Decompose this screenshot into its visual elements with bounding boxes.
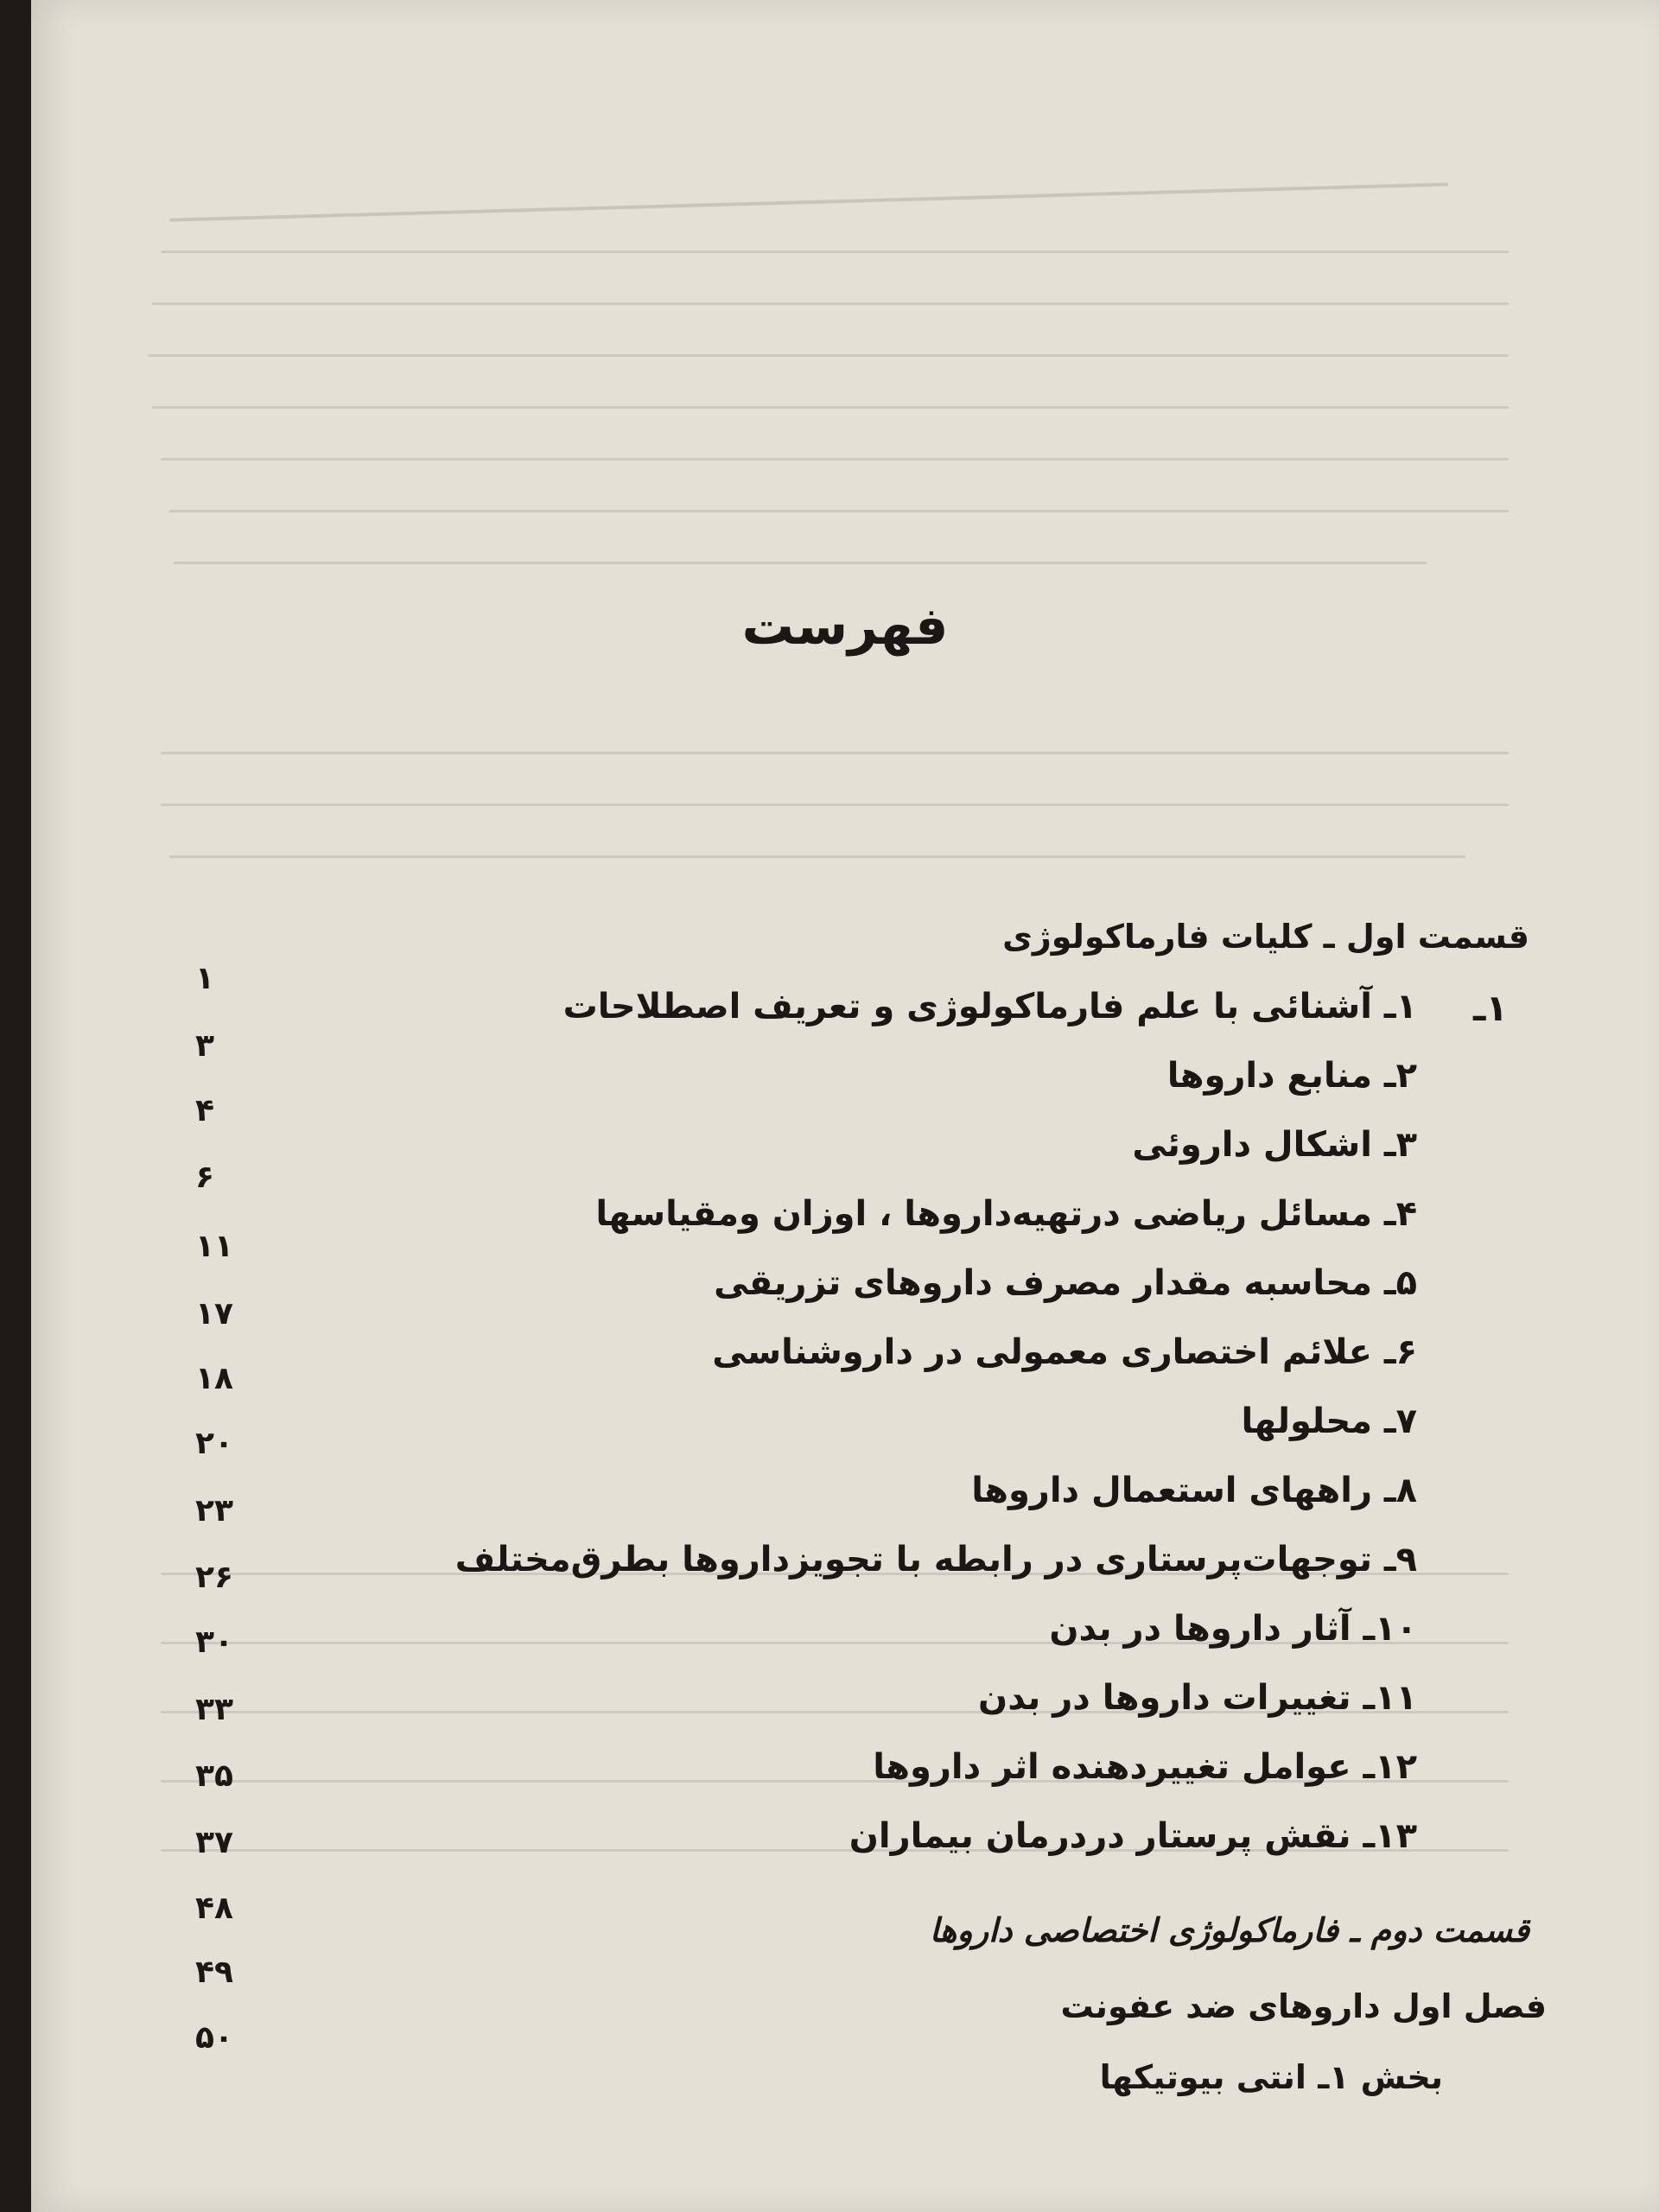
toc-section-heading: بخش ۱ـ انتی بیوتیکها xyxy=(1099,2058,1443,2096)
page-number: ۳۰ xyxy=(195,1624,233,1660)
page-number: ۲۶ xyxy=(195,1560,233,1595)
bleed-through-rule xyxy=(169,182,1448,221)
bleed-through-line xyxy=(161,458,1509,461)
bleed-through-line xyxy=(161,804,1509,806)
bleed-through-line xyxy=(152,302,1509,305)
page-number: ۴ xyxy=(195,1093,214,1128)
toc-item: ۹ـ توجهات‌پرستاری در رابطه با تجویزداروها بطرق‌مختلف xyxy=(454,1540,1417,1580)
toc-item: ۱۰ـ آثار داروها در بدن xyxy=(1049,1609,1417,1649)
page-number: ۳ xyxy=(195,1028,214,1064)
bleed-through-line xyxy=(148,354,1509,357)
book-page xyxy=(31,0,1659,2212)
toc-item: ۵ـ محاسبه مقدار مصرف داروهای تزریقی xyxy=(714,1263,1417,1303)
toc-part-heading: قسمت دوم ـ فارماکولوژی اختصاصی داروها xyxy=(929,1911,1529,1949)
bleed-through-line xyxy=(174,562,1427,564)
page-number: ۱۱ xyxy=(195,1229,233,1264)
toc-item: ۱۱ـ تغییرات داروها در بدن xyxy=(978,1678,1417,1718)
page-number: ۳۵ xyxy=(195,1758,233,1794)
toc-item: ۱۲ـ عوامل تغییردهنده اثر داروها xyxy=(873,1747,1417,1787)
toc-item: ۱۳ـ نقش پرستار دردرمان بیماران xyxy=(849,1816,1417,1856)
page-number: ۱ xyxy=(195,961,214,996)
bleed-through-line xyxy=(169,510,1509,512)
toc-item: ۱ـ آشنائی با علم فارماکولوژی و تعریف اصطلاحات xyxy=(563,987,1417,1027)
bleed-through-line xyxy=(161,251,1509,253)
page-number: ۳۳ xyxy=(195,1692,233,1727)
toc-item: ۲ـ منابع داروها xyxy=(1166,1056,1417,1096)
page-number: ۱۷ xyxy=(195,1296,233,1332)
page-number: ۴۹ xyxy=(195,1955,233,1990)
page-number: ۲۰ xyxy=(195,1426,233,1461)
toc-part-heading: قسمت اول ـ کلیات فارماکولوژی xyxy=(1002,918,1529,956)
page-number: ۴۸ xyxy=(195,1891,233,1926)
toc-title: فهرست xyxy=(741,596,949,657)
toc-item: ۸ـ راههای استعمال داروها xyxy=(971,1471,1417,1510)
bleed-through-line xyxy=(152,406,1509,409)
page-number: ۵۰ xyxy=(195,2020,233,2056)
page-number: ۲۳ xyxy=(195,1493,233,1529)
toc-item: ۶ـ علائم اختصاری معمولی در داروشناسی xyxy=(712,1332,1417,1372)
bleed-through-line xyxy=(169,855,1465,858)
toc-item: ۳ـ اشکال داروئی xyxy=(1132,1125,1417,1165)
toc-item: ۴ـ مسائل ریاضی درتهیه‌داروها ، اوزان ومقیاسها xyxy=(595,1194,1417,1234)
toc-item: ۷ـ محلولها xyxy=(1241,1402,1417,1441)
page-number: ۱۸ xyxy=(195,1361,233,1396)
toc-chapter-heading: فصل اول داروهای ضد عفونت xyxy=(1060,1987,1547,2025)
page-number: ۳۷ xyxy=(195,1825,233,1860)
toc-chapter-number: ۱ـ xyxy=(1473,987,1508,1029)
bleed-through-line xyxy=(161,752,1509,754)
page-number: ۶ xyxy=(195,1160,214,1195)
